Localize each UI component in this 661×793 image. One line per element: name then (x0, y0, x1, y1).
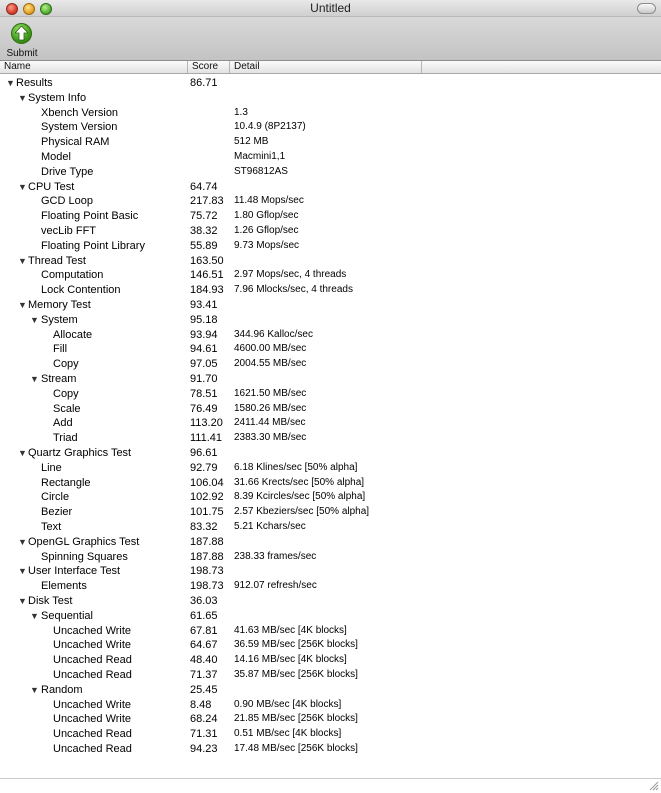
row-detail: 31.66 Krects/sec [50% alpha] (234, 476, 365, 488)
row-score: 101.75 (190, 506, 224, 519)
row-score: 38.32 (190, 225, 218, 237)
disclosure-triangle-icon[interactable]: ▼ (18, 300, 27, 310)
row-detail: 238.33 frames/sec (234, 550, 317, 562)
outline-group-row[interactable] (0, 91, 661, 106)
row-name: Physical RAM (41, 136, 110, 149)
outline-row[interactable] (0, 268, 661, 283)
row-detail: 4600.00 MB/sec (234, 343, 307, 355)
row-score: 67.81 (190, 624, 218, 637)
results-outline[interactable] (0, 75, 661, 768)
row-score: 95.18 (190, 313, 218, 326)
row-score: 71.31 (190, 728, 218, 741)
row-name: Uncached Write (53, 698, 132, 711)
row-detail: 2.57 Kbeziers/sec [50% alpha] (234, 506, 370, 518)
outline-row[interactable] (0, 357, 661, 372)
row-detail: 8.39 Kcircles/sec [50% alpha] (234, 491, 366, 503)
row-name: Results (16, 77, 53, 89)
row-score: 25.45 (190, 683, 218, 696)
row-name: Fill (53, 343, 68, 356)
row-score: 61.65 (190, 609, 218, 622)
toolbar (0, 17, 661, 61)
row-score: 8.48 (190, 698, 212, 711)
outline-row[interactable] (0, 194, 661, 209)
row-name: Uncached Read (53, 728, 132, 741)
row-detail: 344.96 Kalloc/sec (234, 328, 313, 340)
outline-row[interactable] (0, 520, 661, 535)
column-header-filler (422, 61, 661, 73)
row-score: 64.74 (190, 180, 218, 193)
outline-row[interactable] (0, 638, 661, 653)
submit-button[interactable] (4, 21, 40, 59)
row-score: 93.41 (190, 299, 218, 311)
row-detail: 7.96 Mlocks/sec, 4 threads (234, 284, 353, 296)
outline-row[interactable] (0, 165, 661, 180)
row-score: 55.89 (190, 239, 218, 252)
row-name: Uncached Write (53, 713, 132, 726)
row-detail: 21.85 MB/sec [256K blocks] (234, 713, 358, 725)
row-detail: 41.63 MB/sec [4K blocks] (234, 624, 347, 636)
row-score: 94.23 (190, 743, 218, 755)
window-title: Untitled (310, 1, 351, 15)
outline-row[interactable] (0, 461, 661, 476)
disclosure-triangle-icon[interactable]: ▼ (18, 448, 27, 458)
row-name: Drive Type (41, 165, 94, 178)
outline-row[interactable] (0, 135, 661, 150)
row-score: 75.72 (190, 210, 218, 223)
row-detail: 6.18 Klines/sec [50% alpha] (234, 461, 358, 473)
row-name: Uncached Read (53, 743, 132, 755)
row-name: User Interface Test (28, 565, 121, 578)
row-score: 113.20 (190, 417, 223, 430)
row-name: Computation (41, 269, 104, 282)
outline-row[interactable] (0, 416, 661, 431)
outline-group-row[interactable] (0, 609, 661, 624)
row-score: 71.37 (190, 669, 218, 681)
outline-group-row[interactable] (0, 76, 661, 91)
row-detail: 1.80 Gflop/sec (234, 210, 299, 222)
row-score: 198.73 (190, 565, 224, 578)
row-score: 91.70 (190, 373, 218, 385)
outline-row[interactable] (0, 209, 661, 224)
outline-row[interactable] (0, 342, 661, 357)
row-score: 76.49 (190, 402, 218, 415)
row-score: 163.50 (190, 254, 224, 267)
outline-row[interactable] (0, 150, 661, 165)
disclosure-triangle-icon[interactable]: ▼ (18, 536, 27, 547)
column-header-name[interactable]: Name (0, 61, 188, 73)
row-name: Random (41, 683, 83, 696)
outline-row[interactable] (0, 698, 661, 713)
row-detail: 35.87 MB/sec [256K blocks] (234, 669, 358, 680)
row-score: 48.40 (190, 654, 218, 667)
row-score: 36.03 (190, 595, 218, 607)
row-score: 86.71 (190, 77, 218, 89)
row-name: Triad (53, 432, 78, 445)
row-name: Bezier (41, 506, 73, 519)
disclosure-triangle-icon[interactable]: ▼ (18, 566, 27, 577)
row-detail: 2411.44 MB/sec (234, 417, 306, 429)
row-name: Rectangle (41, 476, 91, 489)
disclosure-triangle-icon[interactable]: ▼ (30, 684, 39, 695)
disclosure-triangle-icon[interactable]: ▼ (18, 92, 27, 103)
outline-row[interactable] (0, 283, 661, 298)
row-name: Sequential (41, 609, 93, 622)
upload-arrow-icon (11, 23, 32, 44)
row-score: 184.93 (190, 284, 224, 297)
outline-row[interactable] (0, 505, 661, 520)
outline-row[interactable] (0, 653, 661, 668)
column-header-score[interactable]: Score (188, 61, 230, 73)
row-detail: 10.4.9 (8P2137) (234, 121, 306, 133)
row-score: 64.67 (190, 639, 218, 652)
row-name: Uncached Write (53, 639, 132, 652)
row-detail: 14.16 MB/sec [4K blocks] (234, 654, 347, 666)
row-score: 102.92 (190, 491, 224, 504)
row-detail: 1580.26 MB/sec (234, 402, 307, 414)
outline-group-row[interactable] (0, 535, 661, 550)
row-name: CPU Test (28, 180, 75, 193)
row-detail: 9.73 Mops/sec (234, 239, 300, 251)
outline-row[interactable] (0, 402, 661, 417)
outline-group-row[interactable] (0, 594, 661, 609)
outline-row[interactable] (0, 579, 661, 594)
submit-label: Submit (6, 48, 38, 59)
toolbar-toggle-button[interactable] (637, 3, 656, 14)
outline-group-row[interactable] (0, 254, 661, 269)
row-detail: 912.07 refresh/sec (234, 580, 317, 592)
row-name: GCD Loop (41, 195, 93, 208)
outline-group-row[interactable] (0, 372, 661, 387)
divider (0, 778, 661, 779)
row-name: Uncached Read (53, 669, 132, 681)
row-detail: 1.3 (234, 106, 248, 118)
row-score: 111.41 (190, 432, 223, 445)
row-name: Uncached Read (53, 654, 132, 667)
outline-row[interactable] (0, 550, 661, 565)
disclosure-triangle-icon[interactable]: ▼ (30, 314, 39, 325)
row-score: 106.04 (190, 476, 224, 489)
outline-row[interactable] (0, 476, 661, 491)
disclosure-triangle-icon[interactable]: ▼ (6, 78, 15, 88)
outline-row[interactable] (0, 712, 661, 727)
row-detail: 36.59 MB/sec [256K blocks] (234, 639, 358, 651)
row-name: Scale (53, 402, 81, 415)
row-score: 92.79 (190, 461, 218, 474)
disclosure-triangle-icon[interactable]: ▼ (30, 610, 39, 621)
resize-grip-icon[interactable] (648, 780, 659, 791)
row-name: Floating Point Basic (41, 210, 139, 223)
row-name: Copy (53, 387, 79, 400)
outline-row[interactable] (0, 624, 661, 639)
outline-row[interactable] (0, 490, 661, 505)
row-name: System (41, 313, 78, 326)
row-name: vecLib FFT (41, 225, 97, 237)
row-name: Allocate (53, 328, 93, 341)
outline-group-row[interactable] (0, 313, 661, 328)
row-name: System Info (28, 91, 87, 104)
row-detail: 512 MB (234, 136, 269, 148)
outline-group-row[interactable] (0, 446, 661, 461)
row-name: Floating Point Library (41, 239, 145, 252)
row-detail: 11.48 Mops/sec (234, 195, 304, 207)
row-score: 83.32 (190, 521, 218, 533)
row-score: 93.94 (190, 328, 218, 341)
row-name: Memory Test (28, 299, 91, 311)
row-name: Line (41, 461, 62, 474)
row-name: Thread Test (28, 254, 86, 267)
row-score: 198.73 (190, 580, 224, 593)
row-score: 146.51 (190, 269, 224, 282)
outline-group-row[interactable] (0, 180, 661, 195)
outline-group-row[interactable] (0, 683, 661, 698)
row-detail: 2004.55 MB/sec (234, 358, 307, 370)
row-score: 68.24 (190, 713, 218, 726)
outline-row[interactable] (0, 106, 661, 121)
row-name: Lock Contention (41, 284, 121, 297)
row-detail: 2383.30 MB/sec (234, 432, 307, 444)
outline-row[interactable] (0, 328, 661, 343)
outline-group-row[interactable] (0, 298, 661, 313)
column-header (0, 61, 661, 74)
disclosure-triangle-icon[interactable]: ▼ (30, 374, 39, 384)
row-score: 187.88 (190, 535, 224, 548)
row-name: Elements (41, 580, 87, 593)
row-detail: 0.90 MB/sec [4K blocks] (234, 698, 342, 710)
outline-row[interactable] (0, 387, 661, 402)
disclosure-triangle-icon[interactable]: ▼ (18, 596, 27, 606)
row-name: Disk Test (28, 595, 73, 607)
outline-row[interactable] (0, 224, 661, 239)
row-name: Text (41, 521, 62, 533)
outline-row[interactable] (0, 727, 661, 742)
row-name: OpenGL Graphics Test (28, 535, 140, 548)
row-detail: 17.48 MB/sec [256K blocks] (234, 743, 358, 754)
outline-group-row[interactable] (0, 564, 661, 579)
row-detail: 1621.50 MB/sec (234, 387, 307, 399)
outline-row[interactable] (0, 239, 661, 254)
outline-row[interactable] (0, 668, 661, 683)
row-detail: 5.21 Kchars/sec (234, 521, 306, 532)
row-detail: 1.26 Gflop/sec (234, 225, 299, 236)
row-score: 217.83 (190, 195, 224, 208)
row-name: Xbench Version (41, 106, 119, 119)
row-score: 97.05 (190, 358, 218, 371)
title-bar (0, 0, 661, 17)
row-score: 96.61 (190, 447, 218, 459)
row-score: 94.61 (190, 343, 218, 356)
row-name: Stream (41, 373, 77, 385)
row-name: Copy (53, 358, 79, 371)
row-name: Add (53, 417, 73, 430)
row-detail: 2.97 Mops/sec, 4 threads (234, 269, 347, 281)
outline-row[interactable] (0, 431, 661, 446)
outline-row[interactable] (0, 120, 661, 135)
column-header-detail[interactable]: Detail (230, 61, 422, 73)
row-detail: 0.51 MB/sec [4K blocks] (234, 728, 342, 740)
row-name: System Version (41, 121, 118, 134)
row-score: 187.88 (190, 550, 224, 563)
disclosure-triangle-icon[interactable]: ▼ (18, 181, 27, 192)
row-score: 78.51 (190, 387, 218, 400)
row-name: Model (41, 151, 71, 163)
outline-row[interactable] (0, 742, 661, 757)
row-name: Circle (41, 491, 70, 504)
row-name: Uncached Write (53, 624, 132, 637)
disclosure-triangle-icon[interactable]: ▼ (18, 255, 27, 266)
row-detail: Macmini1,1 (234, 151, 286, 162)
row-name: Quartz Graphics Test (28, 447, 132, 459)
row-detail: ST96812AS (234, 165, 288, 177)
row-name: Spinning Squares (41, 550, 128, 563)
